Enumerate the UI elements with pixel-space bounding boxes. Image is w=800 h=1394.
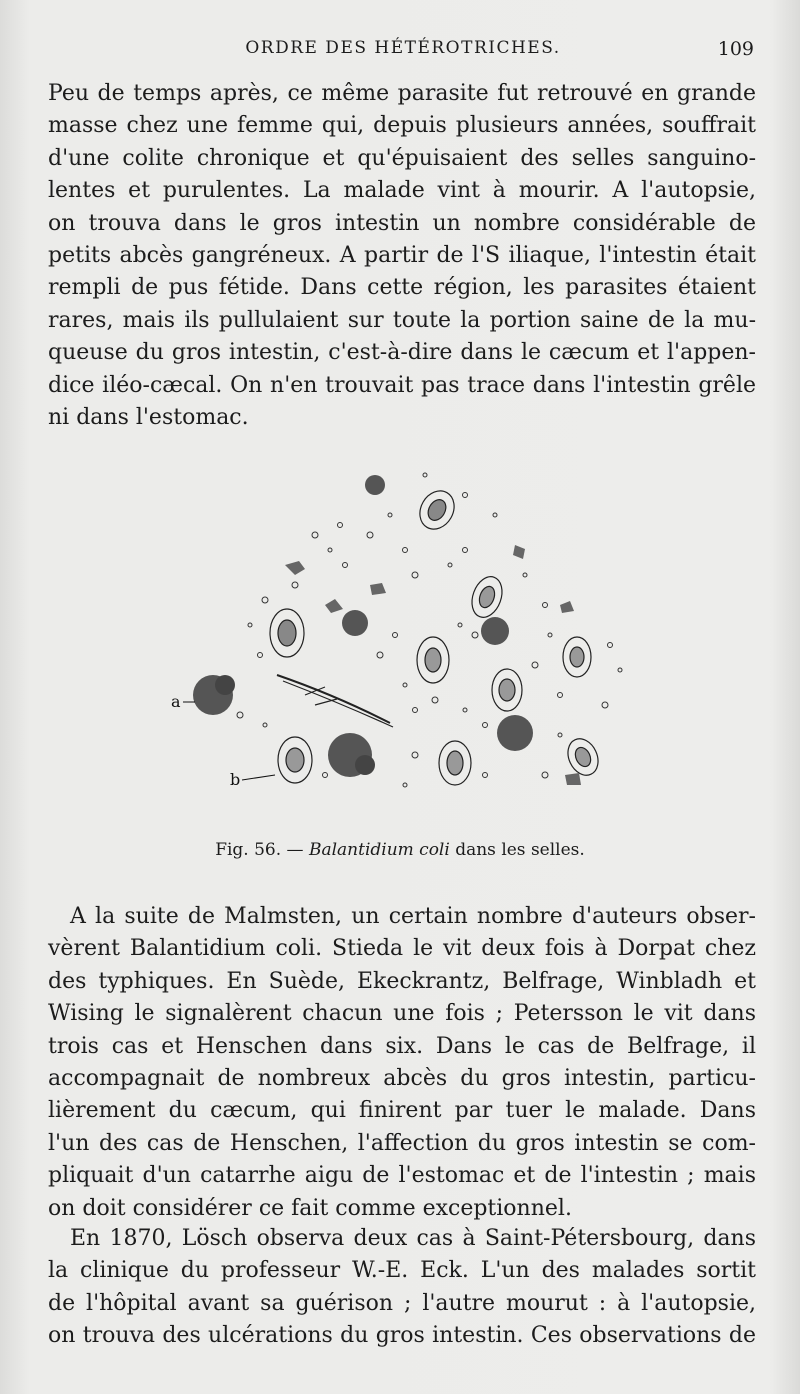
page-header: [52, 38, 754, 64]
parasite-cell: [439, 741, 471, 785]
parasite-cell: [413, 485, 461, 536]
text-line: pliquait d'un catarrhe aigu de l'estomac et de l'intestin ; mais: [48, 1163, 756, 1189]
text-line: dice iléo-cæcal. On n'en trouvait pas trace dans l'intestin grêle: [48, 372, 756, 398]
page-number: 109: [717, 38, 754, 60]
figure-caption: [0, 840, 800, 860]
paragraph-3: [48, 1223, 756, 1353]
parasite-cell: [563, 637, 591, 677]
parasite-cell: [562, 734, 603, 780]
text-line: des typhiques. En Suède, Ekeckrantz, Belfrage, Winbladh et: [48, 968, 756, 994]
granule-cluster: [342, 610, 368, 636]
parasite-cell: [278, 737, 312, 783]
parasite-cell: [270, 609, 304, 657]
text-line: trois cas et Henschen dans six. Dans le cas de Belfrage, il: [48, 1033, 756, 1059]
text-line: masse chez une femme qui, depuis plusieurs années, souffrait: [48, 113, 756, 139]
paragraph-1: [48, 78, 756, 434]
text-line: on trouva des ulcérations du gros intestin. Ces observations de: [48, 1323, 756, 1349]
text-line: rares, mais ils pullulaient sur toute la portion saine de la mu-: [48, 307, 756, 333]
text-line: on trouva dans le gros intestin un nombre considérable de: [48, 210, 756, 236]
text-line: rempli de pus fétide. Dans cette région, les parasites étaient: [48, 275, 756, 301]
granule-cluster: [365, 475, 385, 495]
paragraph-2: [48, 901, 756, 1225]
text-line: Peu de temps après, ce même parasite fut retrouvé en grande: [48, 81, 756, 106]
text-line: de l'hôpital avant sa guérison ; l'autre mourut : à l'autopsie,: [48, 1290, 756, 1316]
text-line: A la suite de Malmsten, un certain nombre d'auteurs obser-: [70, 904, 756, 929]
granule-cluster: [481, 617, 509, 645]
parasite-cell: [417, 637, 449, 683]
granule-cluster: [328, 733, 375, 777]
figure-label-a: a: [171, 692, 181, 711]
text-line: accompagnait de nombreux abcès du gros intestin, particu-: [48, 1065, 756, 1091]
parasite-cell: [467, 572, 508, 621]
text-line: lièrement du cæcum, qui finirent par tuer le malade. Dans: [48, 1098, 756, 1124]
text-line: petits abcès gangréneux. A partir de l'S iliaque, l'intestin était: [48, 242, 756, 268]
text-line: ni dans l'estomac.: [48, 404, 249, 430]
balantidium-illustration: [165, 455, 645, 825]
parasite-cell: [492, 669, 522, 711]
text-line: l'un des cas de Henschen, l'affection du gros intestin se com-: [48, 1130, 756, 1156]
text-line: on doit considérer ce fait comme exceptionnel.: [48, 1195, 572, 1221]
running-head: ORDRE DES HÉTÉROTRICHES.: [245, 38, 561, 58]
figure-label-b: b: [230, 770, 241, 789]
text-line: lentes et purulentes. La malade vint à mourir. A l'autopsie,: [48, 178, 756, 204]
text-line: d'une colite chronique et qu'épuisaient des selles sanguino-: [48, 145, 756, 171]
text-line: queuse du gros intestin, c'est-à-dire dans le cæcum et l'appen-: [48, 340, 756, 366]
caption-suffix: dans les selles.: [455, 840, 585, 860]
text-line: la clinique du professeur W.-E. Eck. L'un des malades sortit: [48, 1258, 756, 1284]
caption-italic: Balantidium coli: [308, 840, 450, 860]
text-line: Wising le signalèrent chacun une fois ; Petersson le vit dans: [48, 1001, 756, 1027]
granule-cluster: [497, 715, 533, 751]
granule-cluster: [193, 675, 235, 715]
caption-prefix: Fig. 56. —: [215, 840, 304, 860]
figure-56: [165, 455, 645, 825]
text-line: vèrent Balantidium coli. Stieda le vit deux fois à Dorpat chez: [48, 936, 756, 962]
text-line: En 1870, Lösch observa deux cas à Saint-Pétersbourg, dans: [70, 1226, 756, 1251]
